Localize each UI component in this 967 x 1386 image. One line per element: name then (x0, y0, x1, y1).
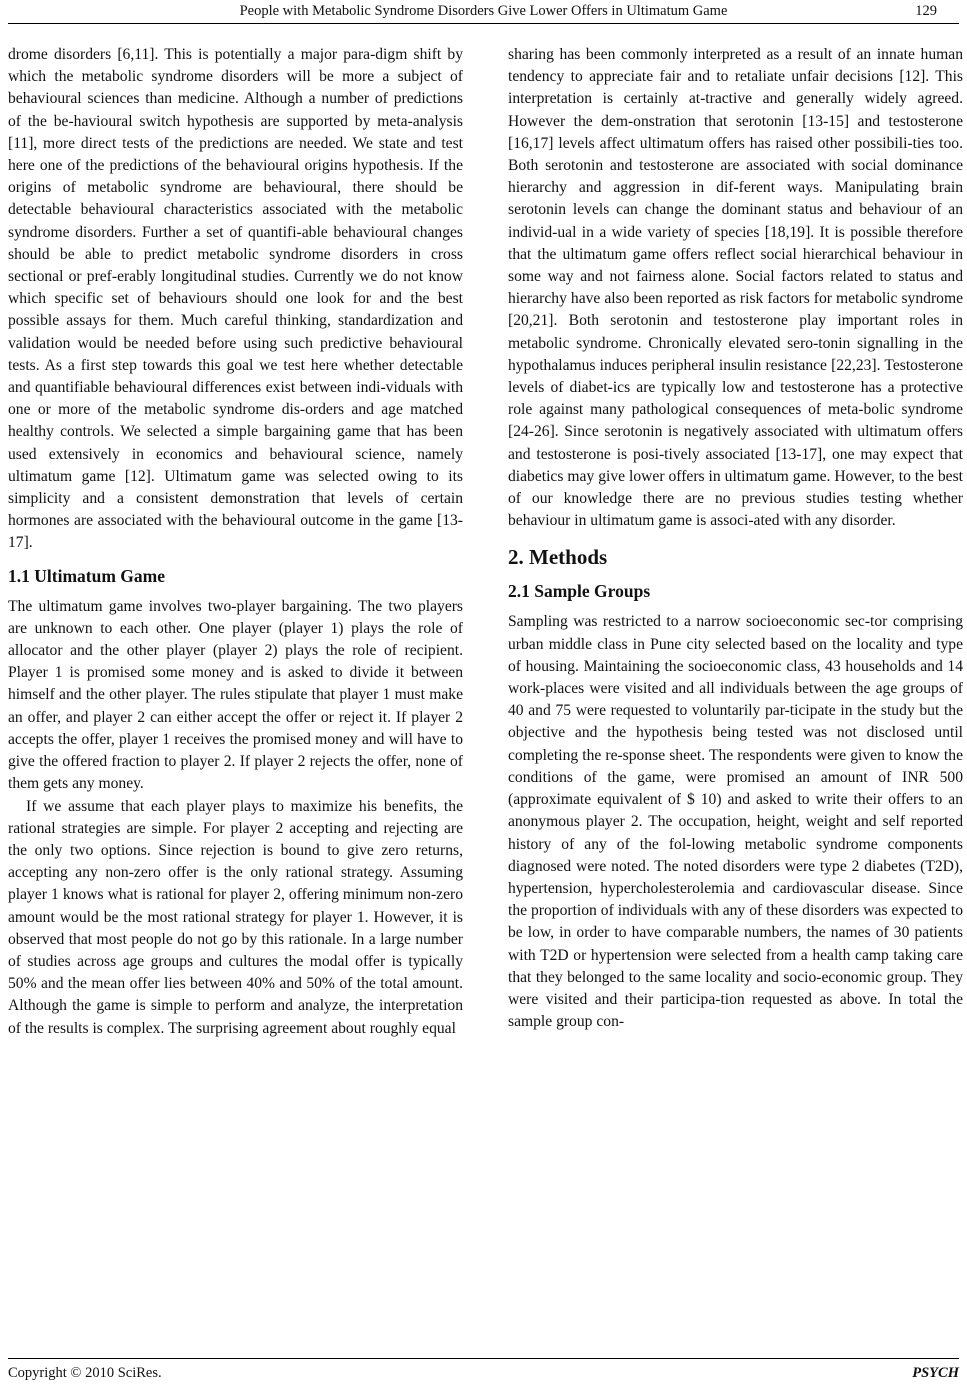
running-title: People with Metabolic Syndrome Disorders Give Lower Offers in Ultimatum Game (239, 3, 728, 19)
right-paragraph-1: sharing has been commonly interpreted as a result of an innate human tendency to appreciate fair and to retaliate unfair decisions [12]. This interpretation is certainly at-tractive and generally widely agreed. However the dem-onstration that serotonin [13-15] and testosterone [16,17] levels affect ultimatum offers has raised other possibili-ties too. Both serotonin and testosterone are associated with social dominance hierarchy and aggression in dif-ferent ways. Manipulating brain serotonin levels can change the dominant status and behaviour of an individ-ual in a wide variety of species [18,19]. It is possible therefore that the ultimatum game offers reflect social hierarchical behaviour in some way and not fairness alone. Social factors related to status and hierarchy have also been reported as risk factors for metabolic syndrome [20,21]. Both serotonin and testosterone play important roles in metabolic syndrome. Chronically elevated sero-tonin signalling in the hypothalamus induces peripheral insulin resistance [22,23]. Testosterone levels of diabet-ics are typically low and testosterone has a protective role against many pathological consequences of meta-bolic syndrome [24-26]. Since serotonin is negatively associated with ultimatum offers and testosterone is posi-tively associated [13-17], one may expect that diabetics may give lower offers in ultimatum game. However, to the best of our knowledge there are no previous studies testing whether behaviour in ultimatum game is associ-ated with any disorder. (508, 46, 963, 530)
left-paragraph-1: drome disorders [6,11]. This is potentially a major para-digm shift by which the metabolic syndrome disorders will be more a subject of behavioural sciences than medicine. Although a number of predictions of the be-havioural switch hypothesis are supported by meta-analysis [11], more direct tests of the predictions are needed. We state and test here one of the predictions of the behavioural origins hypothesis. If the origins of metabolic syndrome are behavioural, there should be detectable behavioural characteristics associated with the metabolic syndrome disorders. Further a set of quantifi-able behavioural changes should be able to predict metabolic syndrome disorders in cross sectional or pref-erably longitudinal studies. Currently we do not know which specific set of behaviours should one look for and the best possible assays for them. Much careful thinking, standardization and validation would be needed before using such predictive behavioural tests. As a first step towards this goal we test here whether detectable and quantifiable behavioural differences exist between indi-viduals with one or more of the metabolic syndrome dis-orders and age matched healthy controls. We selected a simple bargaining game that has been used extensively in economics and behavioural science, namely ultimatum game [12]. Ultimatum game was selected owing to its simplicity and a consistent demonstration that levels of certain hormones are associated with the behavioural outcome in the game [13-17]. (8, 46, 463, 552)
left-column (8, 44, 463, 1040)
right-paragraph-2: Sampling was restricted to a narrow socioeconomic sec-tor comprising urban middle class in Pune city selected based on the locality and type of housing. Maintaining the socioeconomic class, 43 households and 14 work-places were visited and all individuals between the age groups of 40 and 75 were requested to voluntarily par-ticipate in the study but the objective and the hypothesis being tested was not disclosed until completing the re-sponse sheet. The respondents were given to know the conditions of the game, were promised an amount of INR 500 (approximate equivalent of $ 10) and asked to write their offers to an anonymous player 2. The occupation, height, weight and self reported history of any of the fol-lowing metabolic syndrome components diagnosed were noted. The noted disorders were type 2 diabetes (T2D), hypertension, hypercholesterolemia and cardiovascular disease. Since the proportion of individuals with any of these disorders was expected to be low, in order to have comparable numbers, the names of 30 patients with T2D or hypertension were selected from a health camp taking care that they belonged to the same locality and socio-economic group. They were visited and their participa-tion requested as above. In total the sample group con- (508, 613, 963, 1031)
header-rule (8, 23, 959, 24)
page-footer (0, 1358, 967, 1382)
section-heading-ultimatum-game: 1.1 Ultimatum Game (8, 565, 165, 586)
journal-name: PSYCH (912, 1365, 959, 1381)
copyright-notice: Copyright © 2010 SciRes. (8, 1365, 162, 1381)
footer-rule (8, 1358, 959, 1359)
running-header (0, 0, 967, 24)
left-paragraph-3: If we assume that each player plays to maximize his benefits, the rational strategies are simple. For player 2 accepting and rejecting are the only two options. Since rejection is bound to give zero returns, accepting any non-zero offer is the only rational strategy. Assuming player 1 knows what is rational for player 2, offering minimum non-zero amount would be the most rational strategy for player 1. However, it is observed that most people do not go by this rationale. In a large number of studies across age groups and cultures the modal offer is typically 50% and the mean offer lies between 40% and 50% of the total amount. Although the game is simple to perform and analyze, the interpretation of the results is complex. The surprising agreement about roughly equal (8, 797, 463, 1037)
section-heading-methods: 2. Methods (508, 545, 608, 570)
section-heading-sample-groups: 2.1 Sample Groups (508, 581, 651, 602)
page-number: 129 (915, 3, 937, 19)
left-paragraph-2: The ultimatum game involves two-player bargaining. The two players are unknown to each other. One player (player 1) plays the role of allocator and the other player (player 2) plays the role of recipient. Player 1 is promised some money and is asked to divide it between himself and the other player. The rules stipulate that player 1 must make an offer, and player 2 can either accept the offer or reject it. If player 2 accepts the offer, player 1 receives the promised money and will have to give the offered fraction to player 2. If player 2 rejects the offer, none of them gets any money. (8, 597, 463, 793)
right-column (508, 44, 963, 1033)
